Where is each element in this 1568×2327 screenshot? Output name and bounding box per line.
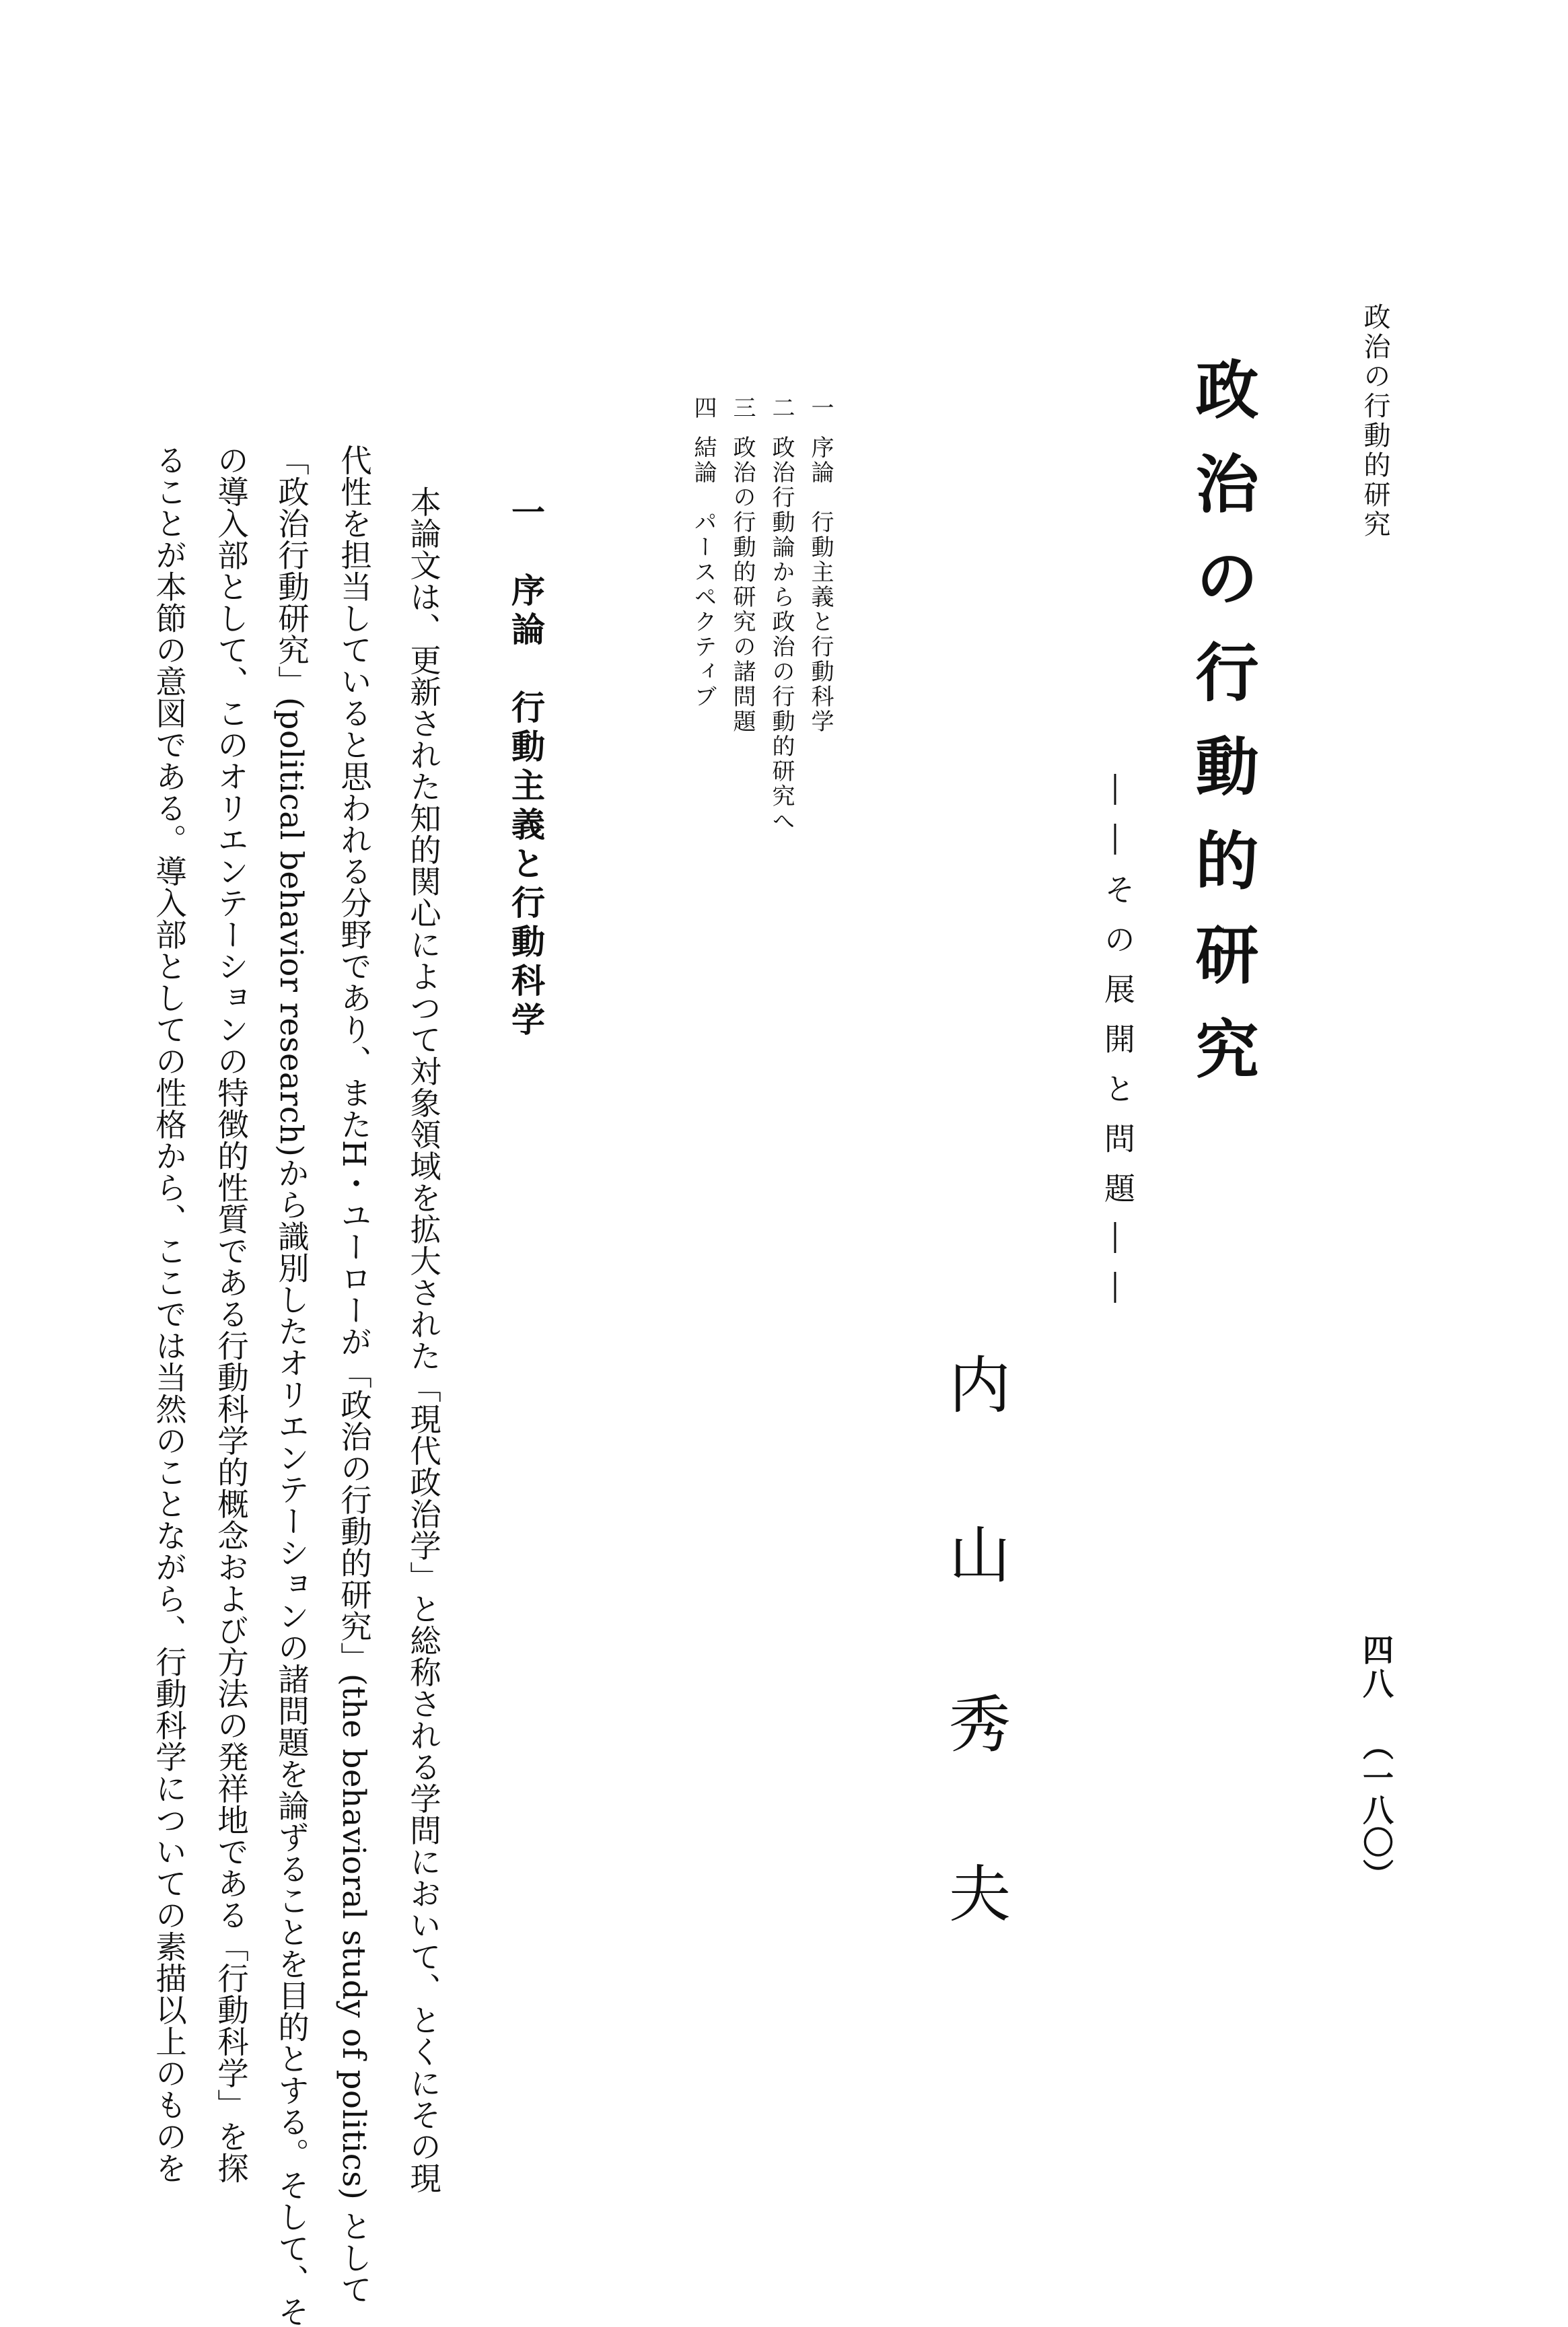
body-text-line: ることが本節の意図である。導入部としての性格から、ここでは当然のことながら、行動科学についての素描以上のものを bbox=[151, 444, 187, 2184]
toc-item-number: 三 bbox=[729, 396, 756, 421]
author-name: 内山秀夫 bbox=[939, 1353, 1011, 2031]
section-heading: 一 序論 行動主義と行動科学 bbox=[506, 495, 546, 1041]
table-of-contents bbox=[638, 396, 840, 867]
toc-item-number: 二 bbox=[768, 396, 795, 421]
body-text-line: 「政治行動研究」(political behavior research)から識別したオリエンテーションの諸問題を論ずることを目的とする。そして、そ bbox=[273, 444, 310, 2327]
page-number-original: （一八〇） bbox=[1358, 1729, 1394, 1891]
toc-item bbox=[723, 396, 762, 867]
page-number: 四八 bbox=[1358, 1634, 1394, 1701]
toc-item-label: 序論 行動主義と行動科学 bbox=[807, 435, 834, 734]
running-head: 政治の行動的研究 bbox=[1359, 303, 1390, 540]
body-text-line: 代性を担当していると思われる分野であり、またH・ユーローが「政治の行動的研究」(the behavioral study of politics) として bbox=[336, 444, 372, 2305]
toc-item bbox=[762, 396, 801, 867]
toc-item-number: 四 bbox=[690, 396, 717, 421]
toc-item bbox=[801, 396, 840, 867]
toc-item-number: 一 bbox=[807, 396, 834, 421]
body-text-line: 本論文は、更新された知的関心によつて対象領域を拡大された「現代政治学」と総称される学問において、とくにその現 bbox=[405, 486, 441, 2194]
toc-item bbox=[684, 396, 723, 867]
toc-item-label: 政治行動論から政治の行動的研究へ bbox=[768, 435, 795, 834]
toc-item-label: 結論 パースペクティブ bbox=[690, 435, 717, 709]
article-subtitle: ――その展開と問題―― bbox=[1100, 774, 1136, 1322]
body-text-line: の導入部として、このオリエンテーションの特徴的性質である行動科学的概念および方法の発祥地である「行動科学」を探 bbox=[213, 444, 249, 2184]
toc-item-label: 政治の行動的研究の諸問題 bbox=[729, 435, 756, 734]
article-title: 政治の行動的研究 bbox=[1184, 357, 1258, 1110]
